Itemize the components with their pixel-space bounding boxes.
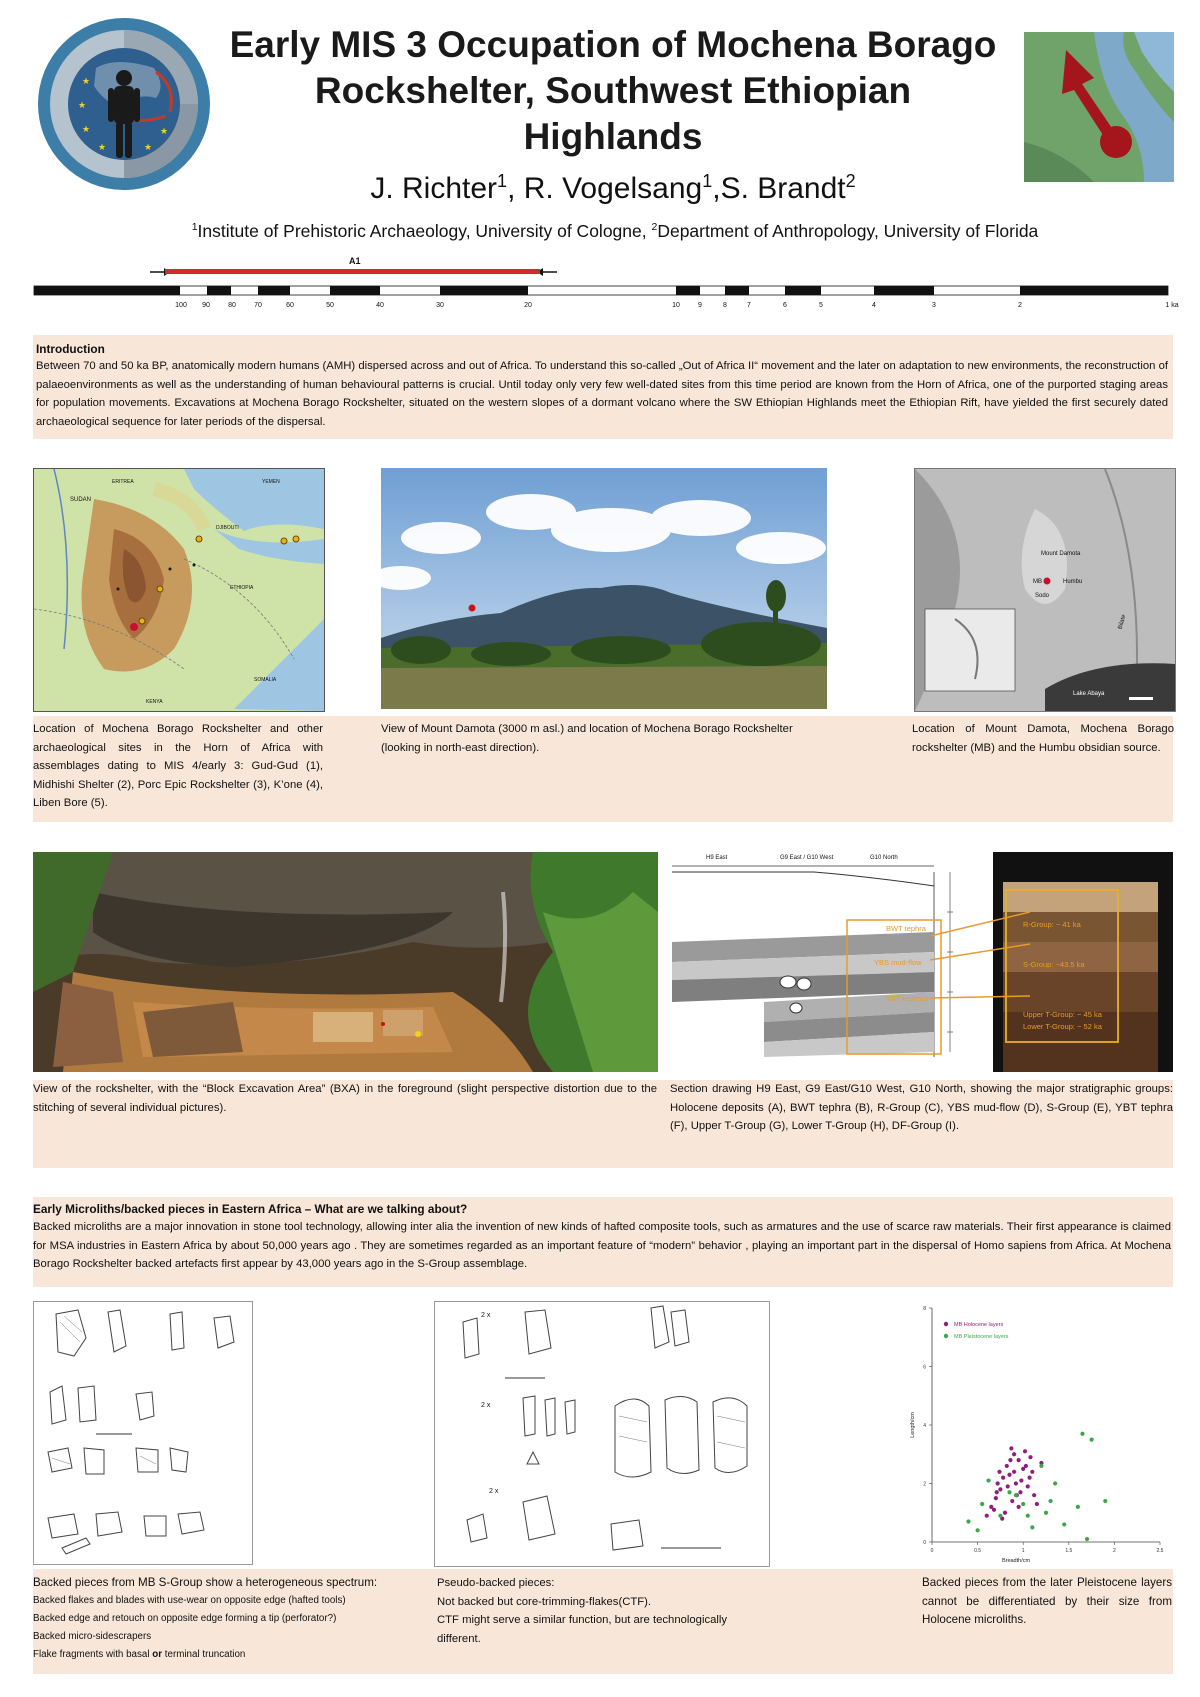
data-point <box>997 1470 1001 1474</box>
x-axis-label: Breadth/cm <box>1001 1558 1031 1564</box>
data-point <box>966 1519 970 1523</box>
author-affiliation-number: 1 <box>702 171 713 191</box>
map-label-yemen: YEMEN <box>262 479 280 485</box>
relief-label-damota: Mount Damota <box>1041 551 1081 557</box>
svg-text:★: ★ <box>144 142 153 152</box>
relief-map <box>914 468 1176 712</box>
right-caption: Backed pieces from the later Pleistocene layers cannot be differentiated by their size from Holocene microliths. <box>922 1576 1172 1626</box>
data-point <box>1019 1478 1023 1482</box>
data-point <box>992 1508 996 1512</box>
timeline-tick: 2 <box>1018 302 1022 309</box>
timeline-tick: 4 <box>872 302 876 309</box>
map-label-eritrea: ERITREA <box>112 479 134 485</box>
y-tick-label: 6 <box>923 1364 926 1371</box>
timeline-tick: 10 <box>672 302 680 309</box>
data-point <box>1030 1470 1034 1474</box>
mount-damota-photo <box>381 468 827 709</box>
horn-of-africa-map <box>33 468 325 712</box>
data-point <box>1008 1458 1012 1462</box>
relief-label-mb: MB <box>1033 579 1042 585</box>
data-point <box>1007 1490 1011 1494</box>
map-label-sudan: SUDAN <box>70 497 92 503</box>
data-point <box>1012 1470 1016 1474</box>
data-point <box>1003 1511 1007 1515</box>
data-point <box>1014 1481 1018 1485</box>
data-point <box>1048 1499 1052 1503</box>
left-caption-item: Backed micro-sidescrapers <box>33 1631 152 1642</box>
data-point <box>1035 1502 1039 1506</box>
section-label: YBT tephhra <box>886 994 928 1003</box>
timeline-tick: 40 <box>376 302 384 309</box>
timeline-tick: 1 ka <box>1165 302 1179 309</box>
section-header: G9 East / G10 West <box>780 855 834 861</box>
timeline-tick: 80 <box>228 302 236 309</box>
y-axis-label: Length/cm <box>910 1412 916 1438</box>
y-tick-label: 0 <box>923 1540 926 1546</box>
x-tick-label: 1 <box>1021 1548 1025 1554</box>
data-point <box>1023 1449 1027 1453</box>
data-point <box>1076 1505 1080 1509</box>
affiliation-text: Institute of Prehistoric Archaeology, University of Cologne, <box>197 221 652 241</box>
timeline-tick: 60 <box>286 302 294 309</box>
caption-text: Flake fragments with basal <box>33 1649 153 1660</box>
data-point <box>1012 1452 1016 1456</box>
y-tick-label: 4 <box>923 1423 926 1429</box>
data-point <box>1027 1476 1031 1480</box>
affiliation-number: 2 <box>651 221 658 234</box>
data-point <box>1080 1432 1084 1436</box>
data-point <box>985 1514 989 1518</box>
x-tick-label: 2.5 <box>1156 1548 1164 1554</box>
data-point <box>1053 1481 1057 1485</box>
svg-text:★: ★ <box>78 100 87 110</box>
data-point <box>1103 1499 1107 1503</box>
data-point <box>1085 1537 1089 1541</box>
data-point <box>1010 1499 1014 1503</box>
legend-marker <box>944 1322 948 1326</box>
data-point <box>1090 1438 1094 1442</box>
data-point <box>1018 1490 1022 1494</box>
author-affiliation-number: 1 <box>497 171 508 191</box>
scatter-plot <box>902 1300 1174 1570</box>
affiliation-number: 1 <box>191 221 198 234</box>
mb-site-marker <box>130 623 138 631</box>
scale-label-2x: 2 x <box>481 1312 491 1319</box>
data-point <box>1062 1522 1066 1526</box>
mid-caption-title: Pseudo-backed pieces: <box>437 1577 555 1589</box>
pseudo-backed-drawing <box>434 1301 770 1567</box>
legend-label: MB Holocene layers <box>954 1322 1004 1328</box>
data-point <box>1009 1446 1013 1450</box>
data-point <box>1044 1511 1048 1515</box>
caption-text: terminal truncation <box>162 1649 246 1660</box>
author-affiliation-number: 2 <box>845 171 856 191</box>
data-point <box>1030 1525 1034 1529</box>
y-tick-label: 8 <box>923 1306 926 1312</box>
scale-label-2x: 2 x <box>481 1402 491 1409</box>
relief-label-abaya: Lake Abaya <box>1073 691 1105 697</box>
left-caption-item <box>33 1646 413 1664</box>
data-point <box>1014 1493 1018 1497</box>
section-label: BWT tephra <box>886 924 926 933</box>
data-point <box>1017 1458 1021 1462</box>
timeline-tick: 20 <box>524 302 532 309</box>
age-label: Lower T-Group: ~ 52 ka <box>1023 1022 1102 1031</box>
timeline-label: A1 <box>349 256 361 266</box>
caption-bold: or <box>152 1649 163 1660</box>
svg-text:★: ★ <box>160 126 169 136</box>
data-point <box>1001 1476 1005 1480</box>
age-label: R-Group: ~ 41 ka <box>1023 920 1081 929</box>
timeline-tick: 6 <box>783 302 787 309</box>
microliths-text: Backed microliths are a major innovation in stone tool technology, allowing inter alia the invention of new kinds of hafted composite tools, such as armatures and the use of scarce raw materials. Their first appearance is claimed for MSA industries in Eastern Africa by about 50,000 years ago . They are sometimes regarded as an important feature of “modern” behavior , playing an important part in the dispersal of Homo sapiens from Africa. At Mochena Borago Rockshelter backed artefacts first appear by 43,000 years ago in the S-Group assemblage. <box>33 1221 1171 1271</box>
caption-horn-map: Location of Mochena Borago Rockshelter and other archaeological sites in the Horn of Africa with assemblages dating to MIS 4/early 3: Gud-Gud (1), Midhishi Shelter (2), Porc Epic Rockshelter (3), K’one (4), Liben Bore (5). <box>33 723 323 809</box>
left-caption-item: Backed edge and retouch on opposite edge forming a tip (perforator?) <box>33 1613 337 1624</box>
data-point <box>1039 1464 1043 1468</box>
caption-relief-map: Location of Mount Damota, Mochena Borago rockshelter (MB) and the Humbu obsidian source. <box>912 723 1174 754</box>
data-point <box>1026 1514 1030 1518</box>
caption-damota-view: View of Mount Damota (3000 m asl.) and location of Mochena Borago Rockshelter (looking in north-east direction). <box>381 723 793 754</box>
timeline-tick: 70 <box>254 302 262 309</box>
relief-label-humbu: Humbu <box>1063 579 1083 585</box>
data-point <box>1007 1473 1011 1477</box>
affiliations <box>120 221 1110 242</box>
poster-title: Early MIS 3 Occupation of Mochena Borago Rockshelter, Southwest Ethiopian Highlands <box>229 24 997 157</box>
caption-section: Section drawing H9 East, G9 East/G10 West, G10 North, showing the major stratigraphic groups: Holocene deposits (A), BWT tephra (B), R-Group (C), YBS mud-flow (D), S-Group (E), YBT tephra (F), Upper T-Group (G), Lower T-Group (H), DF-Group (I). <box>670 1083 1173 1132</box>
introduction-heading: Introduction <box>36 342 105 356</box>
data-point <box>980 1502 984 1506</box>
data-point <box>1028 1455 1032 1459</box>
timeline-tick: 30 <box>436 302 444 309</box>
backed-pieces-drawing <box>33 1301 253 1565</box>
timeline-tick: 90 <box>202 302 210 309</box>
data-point <box>986 1478 990 1482</box>
mb-marker <box>1044 578 1051 585</box>
caption-rockshelter: View of the rockshelter, with the “Block Excavation Area” (BXA) in the foreground (slight perspective distortion due to the stitching of several individual pictures). <box>33 1083 657 1114</box>
x-tick-label: 2 <box>1113 1548 1116 1554</box>
size-scatter-chart <box>902 1300 1174 1570</box>
mb-location-marker <box>469 605 476 612</box>
timeline-tick: 7 <box>747 302 751 309</box>
map-label-somalia: SOMALIA <box>254 677 277 683</box>
data-point <box>994 1496 998 1500</box>
legend-marker <box>944 1334 948 1338</box>
timeline-tick: 9 <box>698 302 702 309</box>
timeline-tick: 8 <box>723 302 727 309</box>
section-label: YBS mud-flow <box>874 958 922 967</box>
left-caption-block <box>33 1574 413 1664</box>
timeline-tick: 50 <box>326 302 334 309</box>
data-point <box>998 1487 1002 1491</box>
author-name: J. Richter <box>370 172 498 205</box>
svg-text:★: ★ <box>82 124 91 134</box>
mid-caption-block <box>437 1574 767 1648</box>
data-point <box>1024 1464 1028 1468</box>
timeline-tick: 3 <box>932 302 936 309</box>
left-caption-title: Backed pieces from MB S-Group show a heterogeneous spectrum: <box>33 1576 378 1589</box>
correlation-lines <box>930 900 1040 1010</box>
scale-label-2x: 2 x <box>489 1488 499 1495</box>
legend-label: MB Pleistocene layers <box>954 1334 1009 1340</box>
rockshelter-panorama <box>33 852 658 1072</box>
section-header: H9 East <box>706 855 728 861</box>
mid-caption-line: Not backed but core-trimming-flakes(CTF). <box>437 1595 652 1608</box>
y-tick-label: 2 <box>923 1481 926 1488</box>
author-name: S. Brandt <box>720 172 846 205</box>
svg-text:★: ★ <box>98 142 107 152</box>
microliths-heading: Early Microliths/backed pieces in Eastern Africa – What are we talking about? <box>33 1202 468 1216</box>
x-tick-label: 0 <box>930 1548 934 1554</box>
section-header: G10 North <box>870 855 898 861</box>
data-point <box>1006 1484 1010 1488</box>
timeline-tick: 100 <box>175 302 187 309</box>
svg-text:★: ★ <box>82 76 91 86</box>
data-point <box>995 1490 999 1494</box>
author-name: R. Vogelsang <box>523 172 703 205</box>
eu-logo <box>36 16 212 192</box>
map-label-ethiopia: ETHIOPIA <box>230 585 254 591</box>
x-tick-label: 0.5 <box>974 1548 982 1554</box>
data-point <box>1021 1502 1025 1506</box>
relief-label-bilate: Bilate <box>1117 613 1128 631</box>
relief-label-sodo: Sodo <box>1035 593 1050 599</box>
data-point <box>998 1514 1002 1518</box>
age-label: S-Group: ~43.5 ka <box>1023 960 1085 969</box>
data-point <box>1017 1505 1021 1509</box>
data-point <box>1032 1493 1036 1497</box>
data-point <box>976 1528 980 1532</box>
age-label: Upper T-Group: ~ 45 ka <box>1023 1010 1102 1019</box>
introduction-text: Between 70 and 50 ka BP, anatomically modern humans (AMH) dispersed across and out of Africa. To understand this so-called „Out of Africa II“ movement and the later on adaptation to new environments, the reconstruction of palaeoenvironments as well as the understanding of human behavioural patterns is crucial. Until today only very few well-dated sites from this time period are known from the Horn of Africa, one of the purported staging areas for population movements. Excavations at Mochena Borago Rockshelter, situated on the western slopes of a dormant volcano where the SW Ethiopian Highlands meet the Ethiopian Rift, have yielded the first securely dated archaeological sequence for later periods of the dispersal. <box>36 360 1168 428</box>
data-point <box>996 1481 1000 1485</box>
dispersal-map-logo <box>1024 32 1174 182</box>
affiliation-text: Department of Anthropology, University of Florida <box>657 221 1039 241</box>
author-list: J. Richter$^1$, R. Vogelsang$^1$,S. Brandt$^2$ <box>370 171 856 205</box>
mid-caption-line: CTF might serve a similar function, but are technologically different. <box>437 1614 728 1645</box>
data-point <box>1005 1464 1009 1468</box>
timeline-highlight-bar <box>165 269 540 274</box>
timeline-tick: 5 <box>819 302 823 309</box>
map-label-kenya: KENYA <box>146 699 163 705</box>
left-caption-item: Backed flakes and blades with use-wear on opposite edge (hafted tools) <box>33 1595 346 1606</box>
map-label-djibouti: DJIBOUTI <box>216 525 239 531</box>
x-tick-label: 1.5 <box>1065 1548 1073 1554</box>
data-point <box>1026 1484 1030 1488</box>
